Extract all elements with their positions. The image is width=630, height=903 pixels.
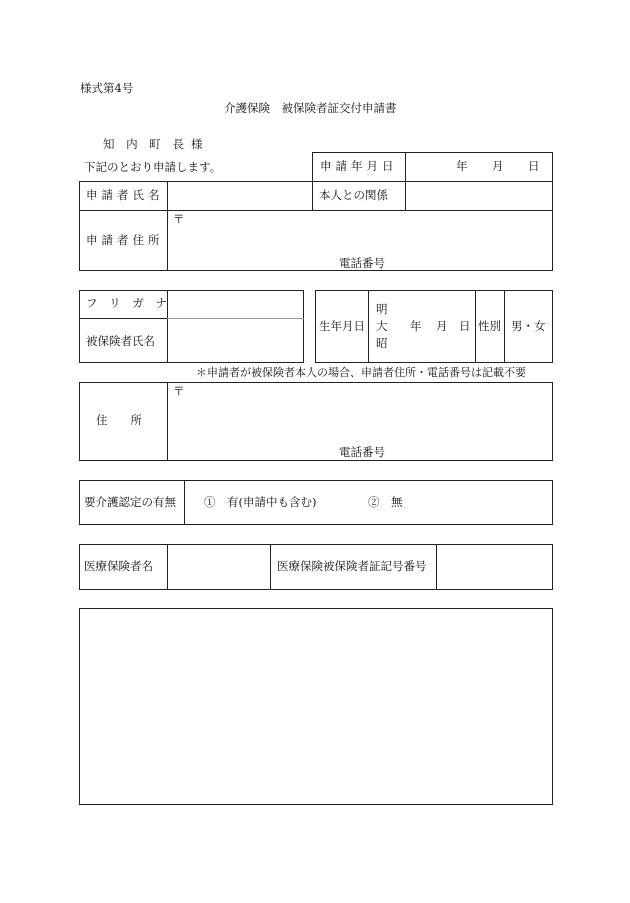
applicant-phone-label: 電話番号 xyxy=(339,256,385,270)
insurer-name-label: 医療保険者名 xyxy=(84,559,153,573)
era-taisho[interactable]: 大 xyxy=(376,319,388,333)
birth-year: 年 xyxy=(410,319,422,333)
form-title: 介護保険 被保険者証交付申請書 xyxy=(224,101,397,115)
insurer-name-field[interactable] xyxy=(168,545,269,589)
address-phone-label: 電話番号 xyxy=(339,445,385,459)
insured-number-field[interactable] xyxy=(437,545,552,589)
address-label: 住 所 xyxy=(96,413,142,427)
applicant-address-label: 申請者住所 xyxy=(86,233,164,247)
birth-date-label: 生年月日 xyxy=(319,319,365,333)
sex-label: 性別 xyxy=(478,319,501,333)
applicant-address-field[interactable] xyxy=(168,211,552,270)
furigana-field[interactable] xyxy=(168,291,303,317)
insured-name-field[interactable] xyxy=(168,319,303,362)
relation-field[interactable] xyxy=(406,182,552,209)
era-showa[interactable]: 昭 xyxy=(376,336,388,350)
address-postal-mark: 〒 xyxy=(173,384,185,398)
relation-label: 本人との関係 xyxy=(319,188,388,202)
application-date-label: 申請年月日 xyxy=(320,159,398,173)
birth-day: 日 xyxy=(459,319,471,333)
application-year: 年 xyxy=(456,159,468,173)
application-month: 月 xyxy=(492,159,504,173)
insured-name-label: 被保険者氏名 xyxy=(86,334,155,348)
applicant-postal-mark: 〒 xyxy=(173,212,185,226)
care-option-yes[interactable]: ① 有(申請中も含む) xyxy=(204,495,317,509)
application-day: 日 xyxy=(528,159,540,173)
address-field[interactable] xyxy=(168,383,552,460)
intro-text: 下記のとおり申請します。 xyxy=(84,160,222,174)
era-meiji[interactable]: 明 xyxy=(376,302,388,316)
application-date-field[interactable] xyxy=(406,153,552,181)
birth-month: 月 xyxy=(436,319,448,333)
remarks-box[interactable] xyxy=(79,608,553,805)
addressee-honorific: 様 xyxy=(191,137,203,151)
care-option-no[interactable]: ② 無 xyxy=(368,495,403,509)
applicant-name-label: 申請者氏名 xyxy=(86,188,164,202)
sex-options[interactable]: 男・女 xyxy=(511,319,546,333)
form-number: 様式第4号 xyxy=(80,81,134,95)
insured-number-label: 医療保険被保険者証記号番号 xyxy=(277,559,427,573)
care-certification-label: 要介護認定の有無 xyxy=(84,495,176,509)
note-text: ＊申請者が被保険者本人の場合、申請者住所・電話番号は記載不要 xyxy=(196,366,526,379)
furigana-label: フ リ ガ ナ xyxy=(86,296,171,310)
applicant-name-field[interactable] xyxy=(168,182,311,209)
addressee-name: 知 内 町 長 xyxy=(103,137,188,151)
